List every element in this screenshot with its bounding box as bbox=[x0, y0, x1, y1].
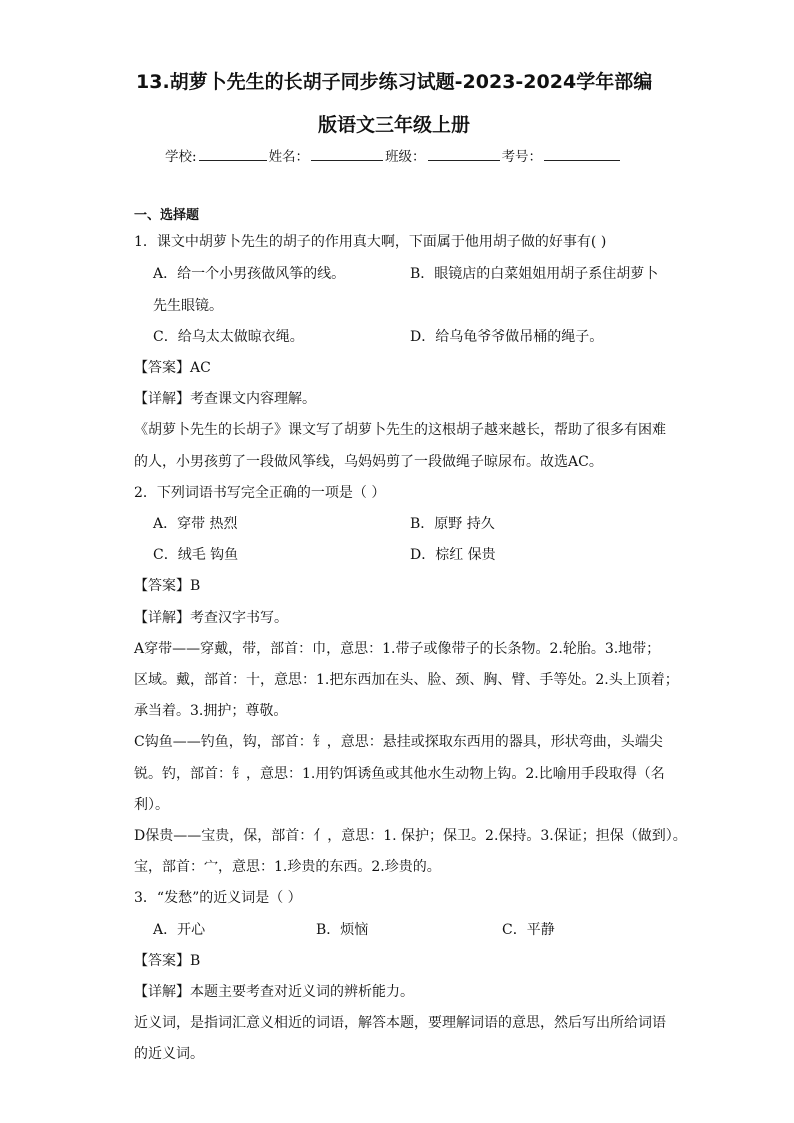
question-2-detail: 宝，部首：宀，意思：1.珍贵的东西。2.珍贵的。 bbox=[134, 859, 441, 875]
question-1-option-d: D．给乌龟爷爷做吊桶的绳子。 bbox=[410, 329, 604, 345]
question-2-stem: 2．下列词语书写完全正确的一项是（ ） bbox=[134, 485, 386, 501]
question-2-detail: 区域。戴，部首：十，意思：1.把东西加在头、脸、颈、胸、臂、手等处。2.头上顶着； bbox=[134, 672, 679, 688]
question-2-detail: 承当着。3.拥护；尊敬。 bbox=[134, 703, 288, 719]
question-1-answer: 【答案】AC bbox=[134, 360, 211, 376]
question-1-detail: 的人，小男孩剪了一段做风筝线，乌妈妈剪了一段做绳子晾尿布。故选AC。 bbox=[134, 454, 603, 470]
question-1-stem: 1．课文中胡萝卜先生的胡子的作用真大啊，下面属于他用胡子做的好事有( ) bbox=[134, 234, 607, 250]
question-2-answer: 【答案】B bbox=[134, 578, 201, 594]
question-2-detail: D保贵——宝贵，保，部首：亻，意思：1. 保护；保卫。2.保持。3.保证；担保（做到）。 bbox=[134, 828, 687, 844]
exam-number-blank[interactable] bbox=[544, 146, 620, 161]
question-1-explanation: 【详解】考查课文内容理解。 bbox=[134, 391, 316, 407]
question-3-option-a: A．开心 bbox=[153, 922, 206, 938]
question-2-detail: C钩鱼——钓鱼，钩，部首：钅，意思：悬挂或探取东西用的器具，形状弯曲，头端尖 bbox=[134, 734, 663, 750]
question-1-detail: 《胡萝卜先生的长胡子》课文写了胡萝卜先生的这根胡子越来越长，帮助了很多有困难 bbox=[134, 422, 666, 438]
question-2-option-c: C．绒毛 钩鱼 bbox=[153, 547, 239, 563]
question-2-option-a: A．穿带 热烈 bbox=[153, 516, 238, 532]
question-2-detail: A穿带——穿戴，带，部首：巾，意思：1.带子或像带子的长条物。2.轮胎。3.地带； bbox=[134, 641, 661, 657]
question-3-stem: 3．“发愁”的近义词是（ ） bbox=[134, 890, 302, 906]
exam-number-label: 考号： bbox=[501, 149, 543, 165]
name-blank[interactable] bbox=[311, 146, 383, 161]
section-heading: 一、选择题 bbox=[134, 208, 200, 223]
page-title: 13.胡萝卜先生的长胡子同步练习试题-2023-2024学年部编 bbox=[136, 71, 653, 93]
question-2-option-d: D．棕红 保贵 bbox=[410, 547, 496, 563]
question-3-detail: 的近义词。 bbox=[134, 1046, 204, 1062]
question-2-option-b: B．原野 持久 bbox=[410, 516, 495, 532]
question-2-detail: 利）。 bbox=[134, 797, 169, 813]
question-1-option-b: B．眼镜店的白菜姐姐用胡子系住胡萝卜 bbox=[410, 266, 659, 282]
question-1-option-a: A．给一个小男孩做风筝的线。 bbox=[153, 266, 346, 282]
question-3-explanation: 【详解】本题主要考查对近义词的辨析能力。 bbox=[134, 984, 414, 1000]
question-2-detail: 锐。钓，部首：钅，意思：1.用钓饵诱鱼或其他水生动物上钩。2.比喻用手段取得（名 bbox=[134, 766, 665, 782]
question-3-option-b: B．烦恼 bbox=[316, 922, 369, 938]
class-blank[interactable] bbox=[428, 146, 500, 161]
name-label: 姓名： bbox=[268, 149, 310, 165]
question-3-option-c: C．平静 bbox=[502, 922, 555, 938]
question-3-detail: 近义词，是指词汇意义相近的词语，解答本题，要理解词语的意思，然后写出所给词语 bbox=[134, 1015, 666, 1031]
question-1-option-c: C．给乌太太做晾衣绳。 bbox=[153, 329, 304, 345]
student-info-row bbox=[165, 146, 622, 167]
school-label: 学校: bbox=[165, 149, 197, 165]
question-3-answer: 【答案】B bbox=[134, 953, 201, 969]
class-label: 班级： bbox=[385, 149, 426, 165]
question-2-explanation: 【详解】考查汉字书写。 bbox=[134, 610, 288, 626]
page-title-continued: 版语文三年级上册 bbox=[318, 114, 471, 136]
school-blank[interactable] bbox=[199, 146, 267, 161]
question-1-option-b-continued: 先生眼镜。 bbox=[153, 298, 223, 314]
